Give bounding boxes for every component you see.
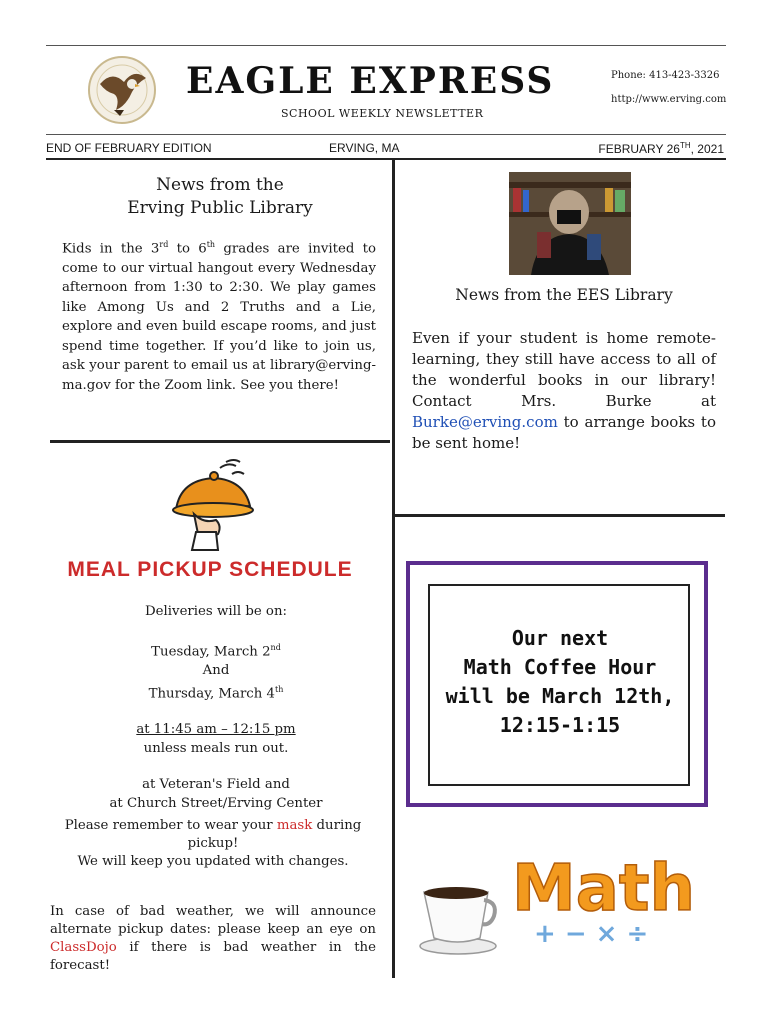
column-divider: [392, 158, 395, 978]
top-rule: [46, 45, 726, 46]
left-section-rule: [50, 440, 390, 443]
classdojo-link[interactable]: ClassDojo: [50, 940, 117, 955]
pickup-place-1: at Veteran's Field and: [142, 776, 290, 792]
phone-number: Phone: 413-423-3326: [611, 70, 720, 81]
pickup-place-2: at Church Street/Erving Center: [109, 795, 323, 811]
coffee-hour-announcement: Our next Math Coffee Hour will be March 12th, 12:15-1:15: [445, 626, 675, 737]
mask-reminder: Please remember to wear your mask during pickup! We will keep you updated with changes.: [46, 817, 380, 871]
pickup-time: at 11:45 am – 12:15 pm: [136, 721, 296, 737]
math-symbols-text: + − × ÷: [534, 919, 649, 946]
coffee-cup-icon: [418, 884, 502, 956]
meal-schedule-details: [56, 602, 376, 813]
erving-library-heading: News from the Erving Public Library: [127, 175, 313, 218]
math-word-text: Math: [512, 852, 694, 926]
edition-bottom-rule: [46, 158, 726, 160]
ees-library-heading: News from the EES Library: [455, 286, 673, 304]
math-word-art: [508, 842, 694, 946]
weather-notice: In case of bad weather, we will announce alternate pickup dates: please keep an eye on ClassDojo if there is bad weather in the forecast!: [50, 904, 376, 973]
and-text: And: [202, 663, 230, 679]
website-link[interactable]: http://www.erving.com: [611, 94, 727, 105]
newsletter-subtitle: SCHOOL WEEKLY NEWSLETTER: [281, 107, 484, 120]
delivery-day-1: Tuesday, March 2nd: [151, 643, 281, 660]
erving-library-body: Kids in the 3rd to 6th grades are invited to come to our virtual hangout every Wednesday afternoon from 1:30 to 2:30. We play games like Among Us and 2 Truths and a Lie, explore and even build escape rooms, and just spend time together. If you’d like to join us, ask your parent to email us at library@erving-ma.gov for the Zoom link. See you there!: [62, 240, 376, 393]
edition-label: END OF FEBRUARY EDITION: [46, 141, 212, 155]
edition-date: FEBRUARY 26TH, 2021: [598, 141, 724, 156]
librarian-photo: [509, 172, 631, 275]
location-label: ERVING, MA: [329, 141, 400, 155]
serving-cloche-illustration: [170, 458, 260, 552]
right-section-rule: [394, 514, 725, 517]
updates-text: We will keep you updated with changes.: [77, 854, 349, 869]
burke-email-link[interactable]: Burke@erving.com: [412, 413, 558, 431]
meal-pickup-heading: MEAL PICKUP SCHEDULE: [67, 558, 353, 581]
edition-top-rule: [46, 134, 726, 135]
pickup-until: unless meals run out.: [143, 740, 289, 756]
eagle-logo: [86, 54, 158, 126]
deliveries-text: Deliveries will be on:: [145, 604, 287, 619]
ees-library-body: Even if your student is home remote-learning, they still have access to all of the wonderful books in our library! Contact Mrs. Burke at Burke@erving.com to arrange books to be sent home!: [412, 329, 716, 452]
delivery-day-2: Thursday, March 4th: [148, 685, 284, 702]
newsletter-title: EAGLE EXPRESS: [186, 60, 555, 102]
